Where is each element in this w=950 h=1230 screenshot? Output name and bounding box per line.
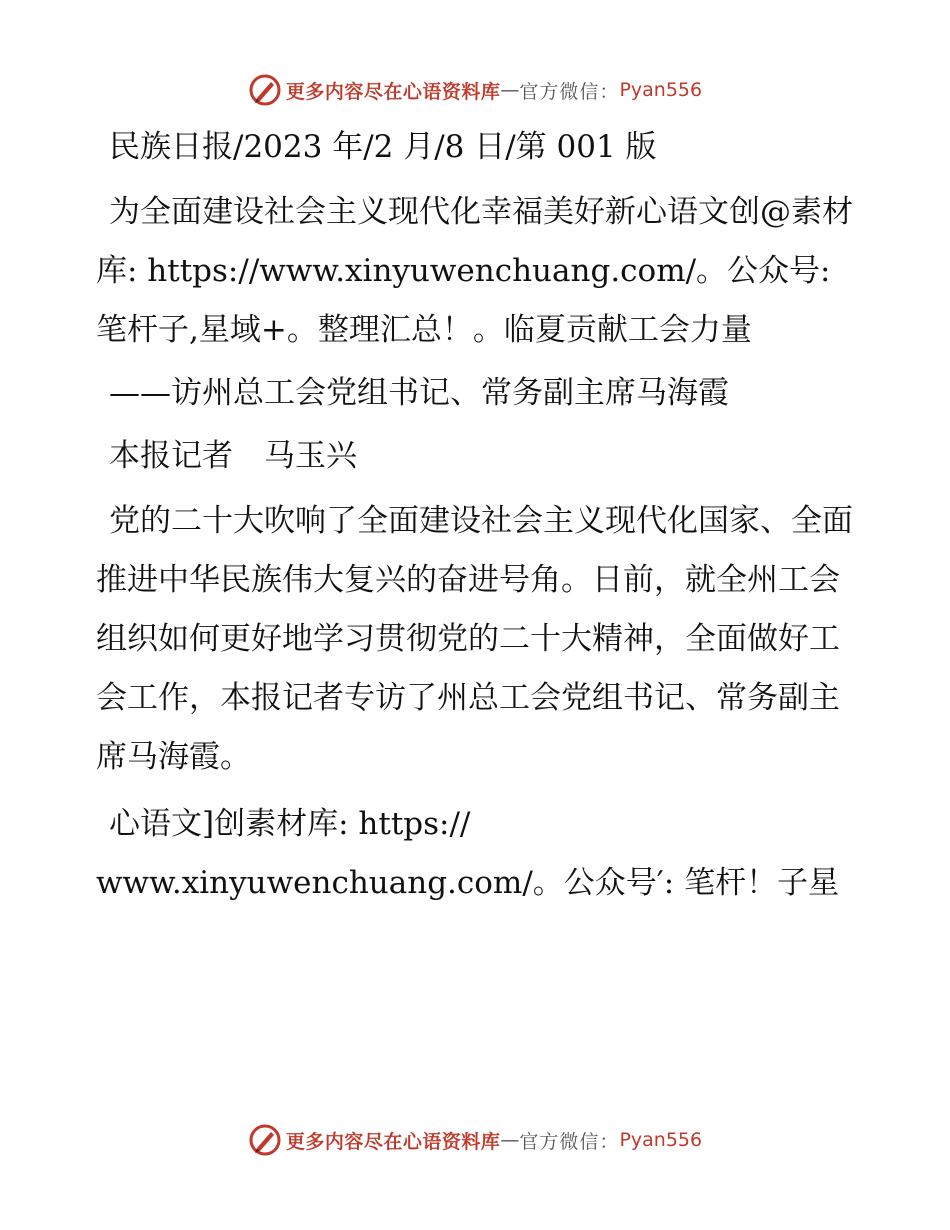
pen-logo-icon (248, 1123, 282, 1157)
banner-separator: — (500, 79, 520, 101)
article-byline: 本报记者 马玉兴 (109, 438, 357, 474)
banner-wechat-id: Pyan556 (619, 79, 703, 101)
article-footer-line-2: www.xinyuwenchuang.com/。公众号′: 笔杆！子星 (96, 865, 840, 901)
banner-official-label: 官方微信： (519, 80, 620, 103)
banner-official-label: 官方微信： (519, 1130, 620, 1153)
banner-separator: — (500, 1129, 520, 1151)
article-subtitle: ——访州总工会党组书记、常务副主席马海霞 (109, 375, 729, 411)
article-paragraph: 党的二十大吹响了全面建设社会主义现代化国家、全面推进中华民族伟大复兴的奋进号角。日前，就全州工会组织如何更好地学习贯彻党的二十大精神，全面做好工会工作，本报记者专访了州总工会党组书记、常务副主席马海霞。 (96, 503, 853, 775)
footer-banner (0, 1120, 950, 1160)
header-banner (0, 70, 950, 110)
article-footer-line-1: 心语文]创素材库: https:// (109, 806, 471, 842)
article-body (96, 118, 856, 913)
pen-logo-icon (248, 73, 282, 107)
banner-main-text: 更多内容尽在心语资料库 (285, 1130, 501, 1153)
article-intro: 为全面建设社会主义现代化幸福美好新心语文创@素材库: https://www.xinyuwenchuang.com/。公众号: 笔杆子,星域+。整理汇总！。临夏贡献工会力量 (96, 194, 853, 348)
banner-main-text: 更多内容尽在心语资料库 (285, 80, 501, 103)
article-dateline: 民族日报/2023 年/2 月/8 日/第 001 版 (109, 129, 657, 165)
banner-wechat-id: Pyan556 (619, 1129, 703, 1151)
